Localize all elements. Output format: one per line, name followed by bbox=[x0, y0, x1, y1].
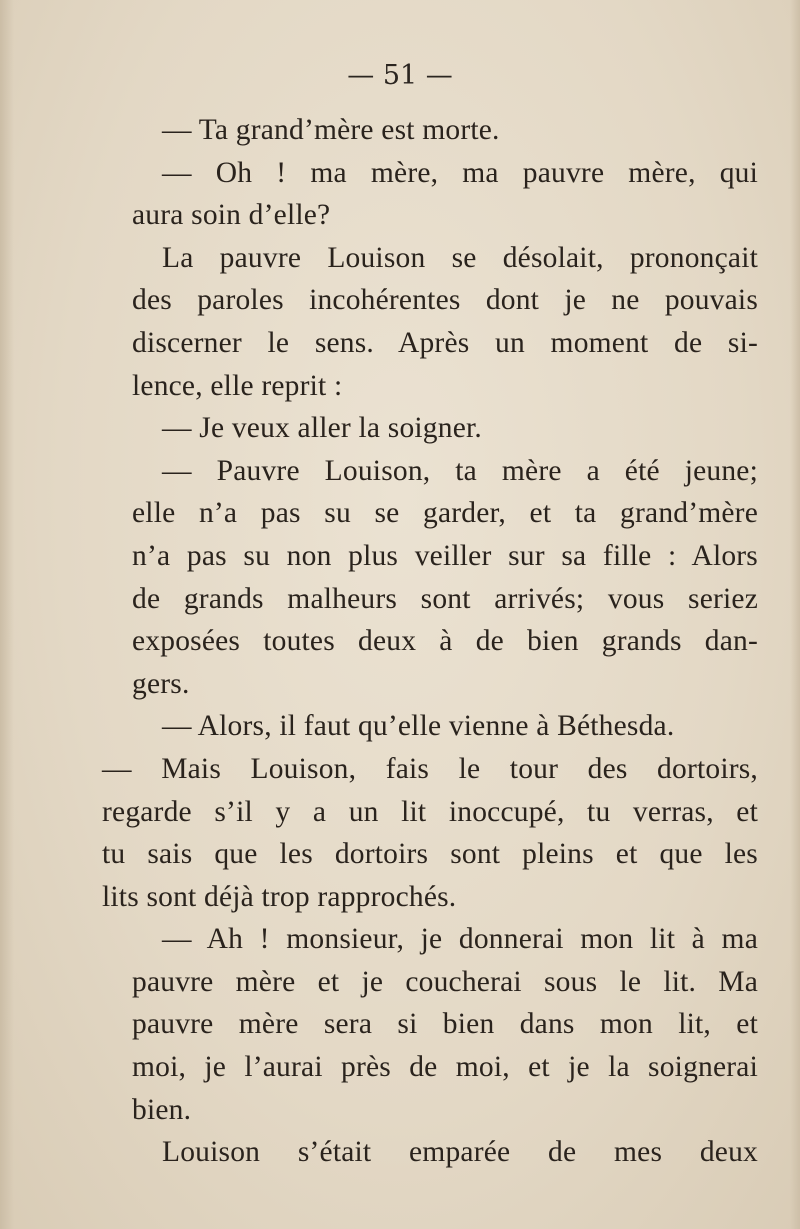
text-line: des paroles incohérentes dont je ne pouvais bbox=[132, 284, 758, 317]
text-line: bien. bbox=[132, 1093, 192, 1126]
text-line: — Alors, il faut qu’elle vienne à Béthesda. bbox=[162, 710, 675, 743]
text-line: discerner le sens. Après un moment de si- bbox=[132, 326, 758, 359]
body-text bbox=[102, 109, 758, 1174]
text-line: — Je veux aller la soigner. bbox=[162, 412, 482, 445]
text-line: elle n’a pas su se garder, et ta grand’mère bbox=[132, 497, 758, 530]
text-line: pauvre mère sera si bien dans mon lit, et bbox=[132, 1008, 758, 1041]
paragraph bbox=[102, 705, 758, 748]
text-line: — Mais Louison, fais le tour des dortoirs, bbox=[102, 752, 758, 785]
text-line: aura soin d’elle? bbox=[132, 199, 331, 232]
paragraph bbox=[102, 407, 758, 450]
text-line: — Ta grand’mère est morte. bbox=[162, 114, 500, 146]
text-line: lits sont déjà trop rapprochés. bbox=[102, 880, 457, 913]
text-line: gers. bbox=[132, 667, 190, 700]
text-line: tu sais que les dortoirs sont pleins et que les bbox=[102, 838, 758, 871]
text-line: lence, elle reprit : bbox=[132, 369, 343, 402]
text-line: exposées toutes deux à de bien grands dan- bbox=[132, 625, 758, 658]
text-line: regarde s’il y a un lit inoccupé, tu verras, et bbox=[102, 795, 758, 828]
text-line: — Pauvre Louison, ta mère a été jeune; bbox=[162, 454, 758, 487]
paragraph bbox=[102, 450, 758, 706]
paragraph bbox=[102, 237, 758, 407]
paragraph bbox=[102, 748, 758, 918]
text-line: pauvre mère et je coucherai sous le lit. Ma bbox=[132, 965, 758, 998]
page-number: — 51 — bbox=[347, 60, 453, 91]
paragraph bbox=[102, 1131, 758, 1174]
text-line: La pauvre Louison se désolait, prononçait bbox=[162, 241, 758, 274]
paragraph bbox=[102, 918, 758, 1131]
text-line: moi, je l’aurai près de moi, et je la soignerai bbox=[132, 1051, 758, 1084]
paragraph bbox=[102, 109, 758, 152]
page-left-edge-shadow bbox=[0, 0, 14, 1229]
text-line: — Oh ! ma mère, ma pauvre mère, qui bbox=[162, 156, 758, 189]
text-line: n’a pas su non plus veiller sur sa fille : Alors bbox=[132, 539, 758, 572]
paragraph bbox=[102, 152, 758, 237]
text-line: de grands malheurs sont arrivés; vous seriez bbox=[132, 582, 758, 615]
text-line: Louison s’était emparée de mes deux bbox=[162, 1136, 758, 1169]
page-right-edge-shadow bbox=[790, 0, 800, 1229]
text-line: — Ah ! monsieur, je donnerai mon lit à ma bbox=[162, 923, 758, 956]
